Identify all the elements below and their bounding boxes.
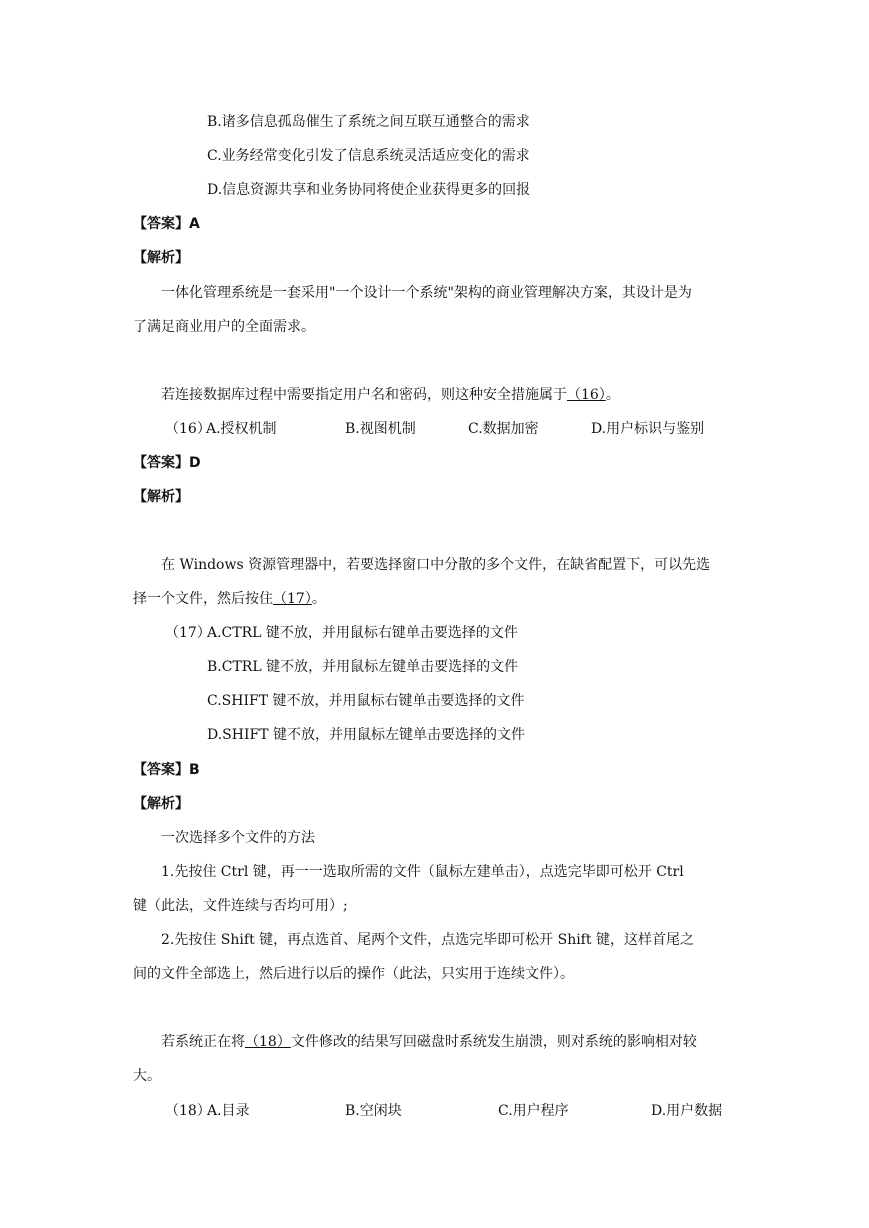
q17-option-b: B.CTRL 键不放，并用鼠标左键单击要选择的文件 [207, 659, 519, 675]
q17-stem-prefix: 择一个文件，然后按住 [133, 591, 273, 607]
q18-option-b: B.空闲块 [345, 1103, 402, 1119]
q17-number: （17） [165, 625, 211, 641]
q16-blank: （16） [567, 387, 606, 403]
q15-option-c: C.业务经常变化引发了信息系统灵活适应变化的需求 [207, 148, 530, 164]
q17-analysis-1-line-2: 键（此法，文件连续与否均可用）; [133, 898, 348, 914]
q17-analysis-2-line-2: 间的文件全部选上，然后进行以后的操作（此法，只实用于连续文件）。 [133, 966, 574, 982]
q16-stem-suffix: 。 [605, 387, 620, 403]
q17-stem-line-2 [133, 589, 326, 609]
q16-option-d: D.用户标识与鉴别 [591, 421, 705, 437]
q16-option-a: A.授权机制 [206, 421, 277, 437]
q15-option-d: D.信息资源共享和业务协同将使企业获得更多的回报 [207, 182, 531, 198]
q16-stem [161, 385, 620, 405]
q18-blank: （18） [245, 1034, 291, 1050]
q16-option-b: B.视图机制 [345, 421, 416, 437]
q17-analysis-intro: 一次选择多个文件的方法 [161, 830, 315, 846]
q17-stem-line-1: 在 Windows 资源管理器中，若要选择窗口中分散的多个文件，在缺省配置下，可以先选 [161, 557, 711, 573]
q16-number: （16） [165, 421, 211, 437]
q16-answer-label: 【答案】D [133, 455, 201, 471]
q16-stem-prefix: 若连接数据库过程中需要指定用户名和密码，则这种安全措施属于 [161, 387, 567, 403]
q15-analysis-line-1: 一体化管理系统是一套采用"一个设计一个系统"架构的商业管理解决方案，其设计是为 [161, 285, 692, 301]
q18-stem-line-2: 大。 [133, 1068, 161, 1084]
q17-answer-label: 【答案】B [133, 762, 200, 778]
q18-stem-line-1 [161, 1032, 697, 1052]
q17-option-a: A.CTRL 键不放，并用鼠标右键单击要选择的文件 [207, 625, 518, 641]
q15-option-b: B.诸多信息孤岛催生了系统之间互联互通整合的需求 [207, 114, 530, 130]
q16-option-c: C.数据加密 [468, 421, 539, 437]
q17-option-c: C.SHIFT 键不放，并用鼠标右键单击要选择的文件 [207, 693, 525, 709]
q17-analysis-1-line-1: 1.先按住 Ctrl 键，再一一选取所需的文件（鼠标左建单击），点选完毕即可松开 Ctrl [161, 864, 684, 880]
q17-analysis-2-line-1: 2.先按住 Shift 键，再点选首、尾两个文件，点选完毕即可松开 Shift 键，这样首尾之 [161, 932, 694, 948]
q18-option-a: A.目录 [207, 1103, 250, 1119]
q15-analysis-line-2: 了满足商业用户的全面需求。 [133, 319, 315, 335]
q18-stem-prefix: 若系统正在将 [161, 1034, 245, 1050]
q17-blank: （17） [273, 591, 312, 607]
q18-option-d: D.用户数据 [651, 1103, 723, 1119]
q15-answer-label: 【答案】A [133, 216, 200, 232]
q16-analysis-label: 【解析】 [133, 489, 189, 505]
q17-option-d: D.SHIFT 键不放，并用鼠标左键单击要选择的文件 [207, 727, 526, 743]
q18-stem-suffix: 文件修改的结果写回磁盘时系统发生崩溃，则对系统的影响相对较 [290, 1034, 697, 1050]
q17-stem-suffix: 。 [311, 591, 326, 607]
q15-analysis-label: 【解析】 [133, 250, 189, 266]
q18-option-c: C.用户程序 [498, 1103, 569, 1119]
q18-number: （18） [165, 1103, 211, 1119]
q17-analysis-label: 【解析】 [133, 796, 189, 812]
